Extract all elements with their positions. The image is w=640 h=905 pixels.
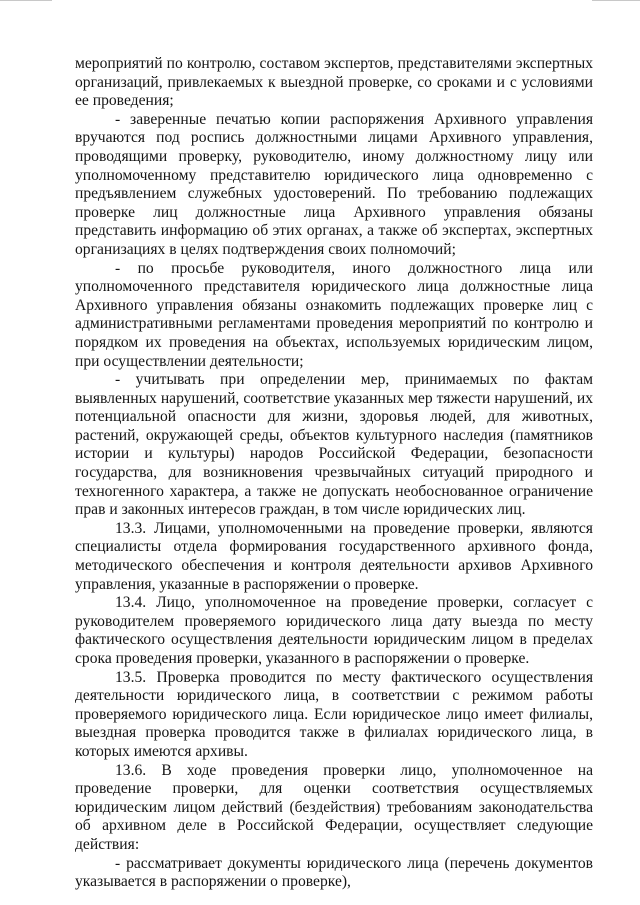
scan-edge-left <box>0 0 52 1</box>
paragraph-consider-measures: - учитывать при определении мер, принимаемых по фактам выявленных нарушений, соответствие указанных мер тяжести нарушений, их потенциальной опасности для жизни, здоровья людей, для животных, растений, окружающей среды, объектов культурного наследия (памятников истории и культуры) народов Российской Федерации, безопасности государства, для возникновения чрезвычайных ситуаций природного и техногенного характера, а также не допускать необоснованное ограничение прав и законных интересов граждан, в том числе юридических лиц. <box>75 371 593 519</box>
paragraph-continuation: мероприятий по контролю, составом экспертов, представителями экспертных организаций, привлекаемых к выездной проверке, со сроками и с условиями ее проведения; <box>75 55 593 110</box>
paragraph-13-6: 13.6. В ходе проведения проверки лицо, уполномоченное на проведение проверки, для оценки соответствия осуществляемых юридическим лицом действий (бездействия) требованиям законодательства об архивном деле в Российской Федерации, осуществляет следующие действия: <box>75 761 593 853</box>
paragraph-13-5: 13.5. Проверка проводится по месту фактического осуществления деятельности юридического лица, в соответствии с режимом работы проверяемого юридического лица. Если юридическое лицо имеет филиалы, выездная проверка проводится также в филиалах юридического лица, в которых имеются архивы. <box>75 668 593 760</box>
paragraph-13-4: 13.4. Лицо, уполномоченное на проведение проверки, согласует с руководителем проверяемого юридического лица дату выезда по месту фактического осуществления деятельности юридическим лицом в пределах срока проведения проверки, указанного в распоряжении о проверке. <box>75 594 593 667</box>
paragraph-13-3: 13.3. Лицами, уполномоченными на проведение проверки, являются специалисты отдела формирования государственного архивного фонда, методического обеспечения и контроля деятельности архивов Архивного управления, указанные в распоряжении о проверке. <box>75 519 593 593</box>
paragraph-familiarize-regulations: - по просьбе руководителя, иного должностного лица или уполномоченного представителя юридического лица должностные лица Архивного управления обязаны ознакомить подлежащих проверке лиц с административными регламентами проведения мероприятий по контролю и порядком их проведения на объектах, используемых юридическим лицом, при осуществлении деятельности; <box>75 259 593 370</box>
paragraph-certified-copies: - заверенные печатью копии распоряжения Архивного управления вручаются под роспись должностными лицами Архивного управления, проводящими проверку, руководителю, иному должностному лицу или уполномоченному представителю юридического лица одновременно с предъявлением служебных удостоверений. По требованию подлежащих проверке лиц должностные лица Архивного управления обязаны представить информацию об этих органах, а также об экспертах, экспертных организациях в целях подтверждения своих полномочий; <box>75 110 593 258</box>
document-page <box>75 55 593 892</box>
paragraph-reviews-documents: - рассматривает документы юридического лица (перечень документов указывается в распоряжении о проверке), <box>75 854 593 891</box>
scan-edge-right <box>592 0 640 1</box>
